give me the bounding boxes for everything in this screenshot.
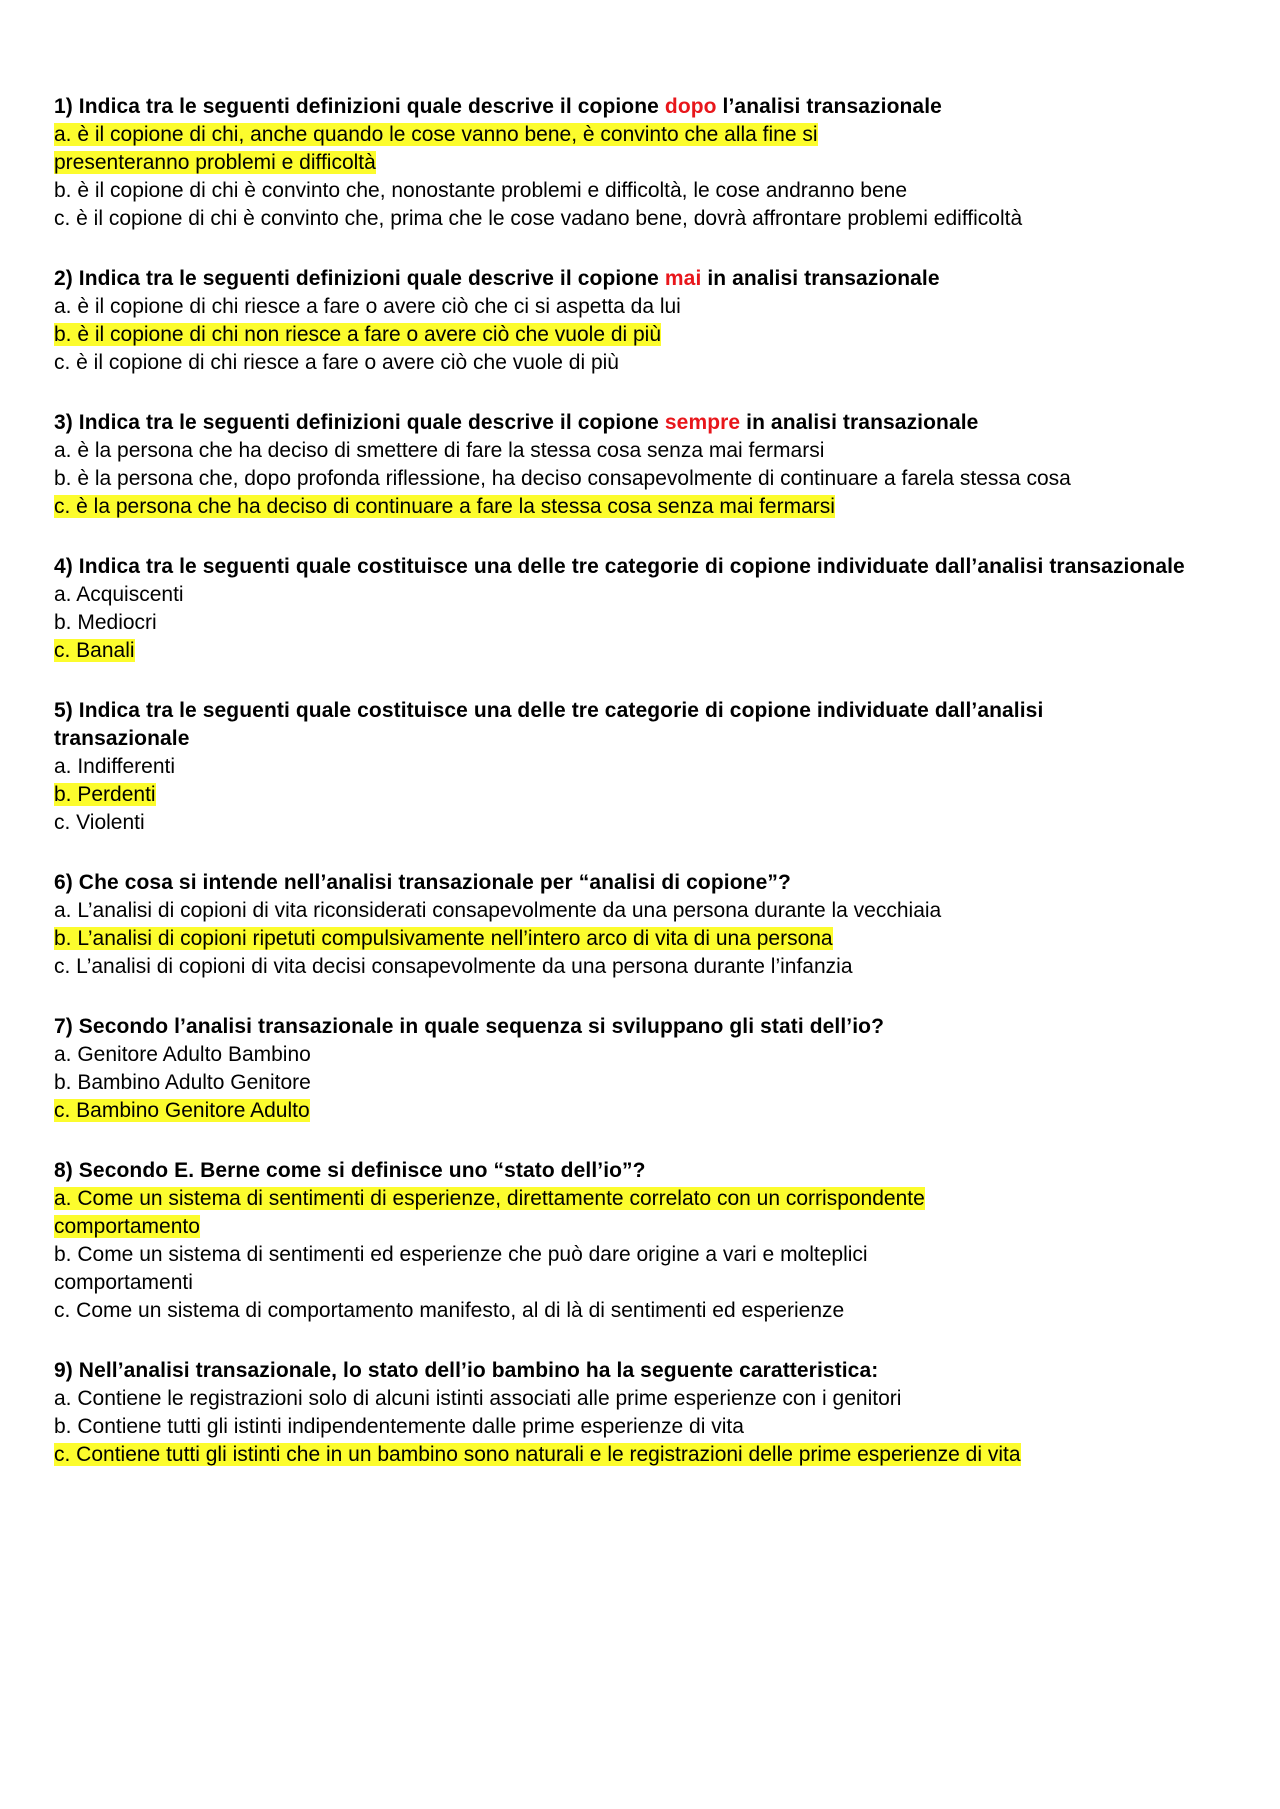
answer-option-correct: b. è il copione di chi non riesce a fare o avere ciò che vuole di più bbox=[54, 323, 662, 346]
answer-option: c. Violenti bbox=[54, 811, 145, 834]
question-title-text: 3) Indica tra le seguenti definizioni quale descrive il copione bbox=[54, 411, 665, 434]
question-title bbox=[54, 869, 1220, 897]
question-title-text: l’analisi transazionale bbox=[716, 95, 942, 118]
question-title bbox=[54, 1013, 1220, 1041]
question-4 bbox=[54, 553, 1220, 665]
answer-option-correct: a. è il copione di chi, anche quando le cose vanno bene, è convinto che alla fine si presenteranno problemi e difficoltà bbox=[54, 123, 818, 174]
question-title bbox=[54, 265, 1220, 293]
question-title-text: 5) Indica tra le seguenti quale costituisce una delle tre categorie di copione individuate dall’analisi transazionale bbox=[54, 699, 1044, 750]
question-title-text: in analisi transazionale bbox=[740, 411, 979, 434]
answer-option-correct: b. L’analisi di copioni ripetuti compulsivamente nell’intero arco di vita di una persona bbox=[54, 927, 833, 950]
question-keyword: mai bbox=[664, 267, 702, 290]
answer-option: b. è la persona che, dopo profonda riflessione, ha deciso consapevolmente di continuare a farela stessa cosa bbox=[54, 467, 1071, 490]
answer-option: b. Contiene tutti gli istinti indipendentemente dalle prime esperienze di vita bbox=[54, 1415, 744, 1438]
answer-option: a. Contiene le registrazioni solo di alcuni istinti associati alle prime esperienze con i genitori bbox=[54, 1387, 902, 1410]
question-6 bbox=[54, 869, 1220, 981]
question-title bbox=[54, 553, 1194, 581]
question-2 bbox=[54, 265, 1220, 377]
answer-option: a. Acquiscenti bbox=[54, 583, 184, 606]
answer-option: c. Come un sistema di comportamento manifesto, al di là di sentimenti ed esperienze bbox=[54, 1299, 845, 1322]
answer-option: a. è la persona che ha deciso di smettere di fare la stessa cosa senza mai fermarsi bbox=[54, 439, 825, 462]
question-title bbox=[54, 1157, 1220, 1185]
question-1 bbox=[54, 93, 1220, 233]
question-7 bbox=[54, 1013, 1220, 1125]
answer-option-correct: c. Banali bbox=[54, 639, 135, 662]
answer-option: a. Indifferenti bbox=[54, 755, 176, 778]
answer-option-correct: b. Perdenti bbox=[54, 783, 156, 806]
question-title-text: 2) Indica tra le seguenti definizioni quale descrive il copione bbox=[54, 267, 665, 290]
question-title-text: in analisi transazionale bbox=[701, 267, 940, 290]
answer-option: b. Come un sistema di sentimenti ed esperienze che può dare origine a vari e molteplici comportamenti bbox=[54, 1243, 868, 1294]
question-3 bbox=[54, 409, 1220, 521]
question-title bbox=[54, 409, 1220, 437]
answer-option: b. Bambino Adulto Genitore bbox=[54, 1071, 311, 1094]
answer-option-correct: a. Come un sistema di sentimenti di esperienze, direttamente correlato con un corrispondente comportamento bbox=[54, 1187, 925, 1238]
question-title-text: 9) Nell’analisi transazionale, lo stato dell’io bambino ha la seguente caratteristica: bbox=[54, 1359, 879, 1382]
answer-option-correct: c. è la persona che ha deciso di continuare a fare la stessa cosa senza mai fermarsi bbox=[54, 495, 835, 518]
question-title bbox=[54, 1357, 1220, 1385]
answer-option: c. L’analisi di copioni di vita decisi consapevolmente da una persona durante l’infanzia bbox=[54, 955, 853, 978]
answer-option: b. è il copione di chi è convinto che, nonostante problemi e difficoltà, le cose andranno bene bbox=[54, 179, 908, 202]
answer-option: a. Genitore Adulto Bambino bbox=[54, 1043, 311, 1066]
question-keyword: dopo bbox=[664, 95, 717, 118]
question-title-text: 1) Indica tra le seguenti definizioni quale descrive il copione bbox=[54, 95, 665, 118]
question-keyword: sempre bbox=[664, 411, 741, 434]
answer-option: a. è il copione di chi riesce a fare o avere ciò che ci si aspetta da lui bbox=[54, 295, 681, 318]
question-9 bbox=[54, 1357, 1220, 1469]
answer-option: a. L’analisi di copioni di vita riconsiderati consapevolmente da una persona durante la vecchiaia bbox=[54, 899, 942, 922]
question-5 bbox=[54, 697, 1220, 837]
answer-option-correct: c. Bambino Genitore Adulto bbox=[54, 1099, 310, 1122]
answer-option: c. è il copione di chi è convinto che, prima che le cose vadano bene, dovrà affrontare problemi edifficoltà bbox=[54, 207, 1023, 230]
question-title-text: 4) Indica tra le seguenti quale costituisce una delle tre categorie di copione individuate dall’analisi transazionale bbox=[54, 555, 1185, 578]
answer-option-correct: c. Contiene tutti gli istinti che in un bambino sono naturali e le registrazioni delle prime esperienze di vita bbox=[54, 1443, 1021, 1466]
question-title-text: 6) Che cosa si intende nell’analisi transazionale per “analisi di copione”? bbox=[54, 871, 791, 894]
question-title bbox=[54, 697, 1054, 753]
question-8 bbox=[54, 1157, 1220, 1325]
answer-option: b. Mediocri bbox=[54, 611, 157, 634]
answer-option: c. è il copione di chi riesce a fare o avere ciò che vuole di più bbox=[54, 351, 619, 374]
question-title-text: 8) Secondo E. Berne come si definisce uno “stato dell’io”? bbox=[54, 1159, 646, 1182]
question-title-text: 7) Secondo l’analisi transazionale in quale sequenza si sviluppano gli stati dell’io? bbox=[54, 1015, 885, 1038]
question-title bbox=[54, 93, 1220, 121]
